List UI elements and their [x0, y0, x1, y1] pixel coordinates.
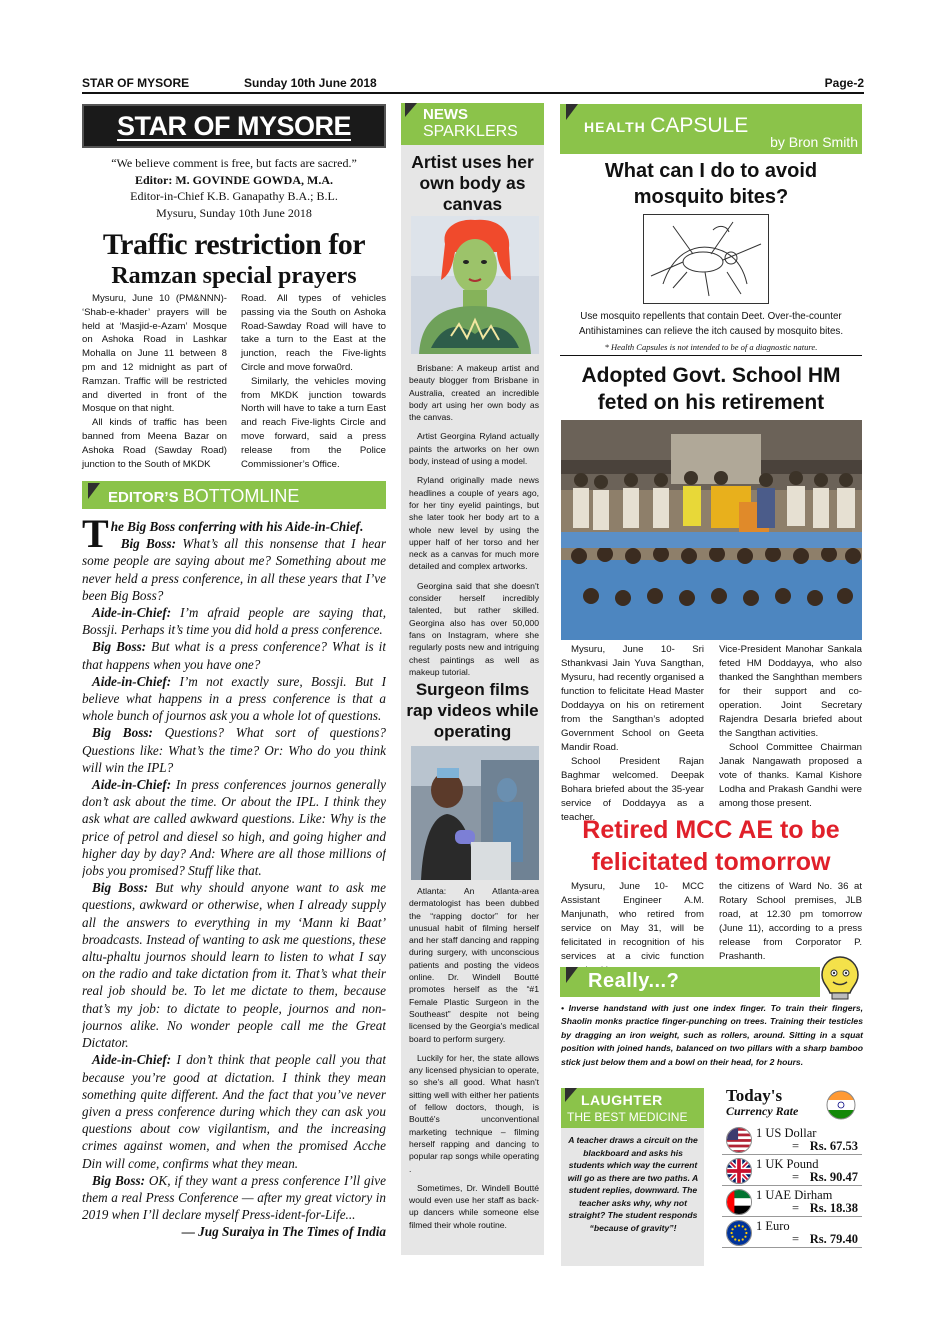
health-disclaimer: * Health Capsules is not intended to be of a diagnostic nature.: [604, 342, 818, 352]
currency-value: Rs. 18.38: [809, 1201, 858, 1215]
really-bar: [560, 967, 820, 997]
india-flag-icon: [826, 1090, 856, 1120]
header-page-number: Page-2: [824, 76, 864, 90]
currency-equals: =: [792, 1232, 800, 1246]
hm-para: Vice-President Manohar Sankala feted HM Doddayya, who also thanked the Sanghthan members for their support and co-operation. Joint Secretary Rajendra Desarla briefed about the Sangthan activities.: [719, 644, 862, 739]
dialogue-para: Big Boss: What’s all this nonsense that I hear some people are saying about me? Something about me never held a press conference, in all these years that I’ve been Big Boss?: [82, 536, 386, 603]
hm-group-photo: [561, 420, 862, 640]
masthead-motto: “We believe comment is free, but facts are sacred.”: [111, 156, 357, 170]
mcc-para: the citizens of Ward No. 36 at Rotary School premises, JLB road, at 12.30 pm tomorrow (June 11), according to a press release from Corporator P. Prashanth.: [719, 881, 862, 962]
masthead-editor: Editor: M. GOVINDE GOWDA, M.A.: [135, 172, 333, 187]
health-author: by Bron Smith: [770, 134, 858, 150]
artist-story: [409, 362, 539, 685]
divider: [560, 355, 862, 356]
surgeon-para: Luckily for her, the state allows any licensed physician to operate, so she's all good. What hasn't sitting well with either her patients of fellow doctors, though, is Boutté's unconventional marketing technique – filming herself rapping and dancing to popular rap songs while operating .: [409, 1052, 539, 1174]
dialogue-para: Aide-in-Chief: I don’t think that people call you that because you’re good at dictation. I think they mean something quite different. And the fact that you’ve never given a press conference during which they can ask you questions about cow vigilantism, and the increasing crimes against women, and when the promised Acche Din will come, confirms what they mean.: [82, 1052, 386, 1171]
dialogue-para: Big Boss: But what is a press conference? What is it that happens when you have one?: [82, 639, 386, 672]
hm-col2: [719, 643, 862, 811]
tab-notch-icon: [88, 483, 100, 499]
really-text: • Inverse handstand with just one index finger. To train their fingers, Shaolin monks practice finger-punching on trees. Training their testicles by dragging an iron weight, such as rollers, around. Sitting in a squat position with joined hands, balanced on two pillars with a sharp bamboo stick just below them and a bowl on their head, for 2 hours.: [561, 1003, 864, 1067]
currency-row: [722, 1156, 862, 1186]
laughter-bar: [561, 1088, 704, 1128]
surgeon-para: Sometimes, Dr. Windell Boutté would even use her staff as back-up dancers while someone else filmed their whole routine.: [409, 1182, 539, 1230]
artist-para: Georgina said that she doesn't consider herself incredibly talented, but rather skilled. Georgina also has over 50,000 fans on Instagram, where she regularly posts new and intriguing chest paintings as well as makeup tutorial.: [409, 580, 539, 677]
traffic-headline-line2: Ramzan special prayers: [111, 263, 357, 289]
currency-equals: =: [792, 1201, 800, 1215]
currency-equals: =: [792, 1170, 800, 1184]
currency-title: Today's: [726, 1086, 783, 1105]
traffic-col1: [82, 292, 227, 471]
traffic-para: Similarly, the vehicles moving from MKDK junction towards North will have to take a turn East and reach Five-lights Circle and move forward, said a press release from the Police Commissioner’s Office.: [241, 375, 386, 470]
mcc-headline: Retired MCC AE to be felicitated tomorrow: [582, 816, 840, 876]
uae-flag-icon: [726, 1189, 752, 1215]
editors-bottomline-text: [82, 518, 386, 1263]
health-question: What can I do to avoid mosquito bites?: [604, 160, 818, 208]
currency-header: [722, 1086, 862, 1124]
masthead-info: [82, 155, 386, 221]
artist-para: Artist Georgina Ryland actually paints the artworks on her own body, instead of using a model.: [409, 431, 539, 467]
currency-name: 1 UK Pound: [756, 1157, 819, 1171]
dialogue-para: Aide-in-Chief: I’m not exactly sure, Bossji. But I believe what happens in a press conference is that a whole bunch of journos ask you a whole lot of questions.: [82, 673, 386, 724]
news-sparklers-bar: [401, 103, 544, 145]
artist-para: Brisbane: A makeup artist and beauty blogger from Brisbane in Australia, created an incredible body art using her own body as the canvas.: [409, 363, 539, 423]
currency-value: Rs. 79.40: [809, 1232, 858, 1246]
currency-row: [722, 1125, 862, 1155]
traffic-headline: [82, 228, 386, 291]
masthead-dateline: Mysuru, Sunday 10th June 2018: [156, 205, 312, 220]
tab-notch-icon: [405, 103, 417, 117]
editor-byline: — Jug Suraiya in The Times of India: [181, 1224, 386, 1240]
editors-bottomline-title: EDITOR’S BOTTOMLINE: [108, 486, 300, 506]
editors-bottomline-bar: [82, 481, 386, 509]
currency-value: Rs. 90.47: [809, 1170, 858, 1184]
dropcap: T: [82, 518, 109, 556]
uk-flag-icon: [726, 1158, 752, 1184]
traffic-para: Mysuru, June 10 (PM&NNN)- ‘Shab-e-khader’ prayers will be held at ‘Masjid-e-Azam’ Mosque on Ashoka Road in Lashkar Mohalla on June 11 between 8 pm and 12 midnight as part of Ramzan. Traffic will be restricted and diverted in front of the Mosque on that night.: [82, 293, 227, 415]
currency-name: 1 Euro: [756, 1219, 790, 1233]
health-capsule-title: HEALTH CAPSULE: [584, 114, 749, 137]
traffic-col2: [241, 292, 386, 471]
currency-name: 1 UAE Dirham: [756, 1188, 833, 1202]
tab-notch-icon: [566, 967, 578, 983]
traffic-para: All kinds of traffic has been banned from Meena Bazar on Ashoka Road (Sawday Road) junction to the South of MKDK: [82, 417, 227, 470]
hm-headline: Adopted Govt. School HM feted on his retirement: [581, 364, 841, 414]
masthead-chief: Editor-in-Chief K.B. Ganapathy B.A.; B.L.: [130, 189, 338, 203]
mcc-col2: [719, 880, 862, 964]
hm-col1: [561, 643, 704, 825]
masthead-banner: [82, 104, 386, 148]
hm-para: School President Rajan Baghmar welcomed. Deepak Bohara briefed about the 35-year service of Doddayya as a teacher.: [561, 756, 704, 823]
dialogue-para: Big Boss: Questions? What sort of questions? Questions like: What’s the time? Or: Who do you think will win the IPL?: [82, 725, 386, 775]
editor-intro: he Big Boss conferring with his Aide-in-Chief.: [110, 519, 364, 534]
tab-notch-icon: [565, 1088, 577, 1102]
currency-subtitle: Currency Rate: [726, 1104, 799, 1118]
dialogue-para: Aide-in-Chief: In press conferences journos generally don’t ask about the time. Or about the IPL. I think they ask what are called awkward questions. Like: Why is the price of petrol and diesel so high, and going higher and higher day by day? And: Where are all those millions of jobs you promised? Stuff like that.: [82, 777, 386, 879]
hm-para: School Committee Chairman Janak Nangawath proposed a vote of thanks. Kamal Kishore Lodha and Prakash Gandhi were among those present.: [719, 742, 862, 809]
health-answer: Use mosquito repellents that contain Deet. Over-the-counter Antihistamines can relieve the itch caused by mosquito bites.: [578, 311, 844, 337]
dialogue-para: Aide-in-Chief: I’m afraid people are saying that, Bossji. Perhaps it’s time you did hold a press conference.: [82, 605, 386, 638]
artist-para: Ryland originally made news headlines a couple of years ago, for her tiny eyelid paintings, but she later took her body art to a whole new level by using the upper half of her torso and her neck as a canvas for much more detailed and complex artworks.: [409, 475, 539, 572]
hm-para: Mysuru, June 10- Sri Sthankvasi Jain Yuva Sangthan, Mysuru, had recently organised a function to felicitate Head Master Doddayya on his on retirement from the Sangthan’s adopted Government School on Geeta Mandir Road.: [561, 644, 704, 753]
currency-row: [722, 1187, 862, 1217]
currency-row: [722, 1218, 862, 1248]
laughter-tag2: THE BEST MEDICINE: [567, 1110, 688, 1124]
dialogue-para: Big Boss: But why should anyone want to ask me questions, awkward or otherwise, when I already supply all the answers to everything in my ‘Mann ki Baat’ broadcasts. Instead of wanting to ask me questions, these altu-phaltu journos should learn to listen to what I say on the radio and take dictation from it. That’s what their real job should be. To let me dictate to them, because that’s my job: to dictate to people, journos and non-journos alike. No wonder people call me the Great Dictator.: [82, 880, 386, 1051]
currency-value: Rs. 67.53: [809, 1139, 858, 1153]
mcc-para: Mysuru, June 10- MCC Assistant Engineer A.M. Manjunath, who retired from service on May 31, will be felicitated in recognition of his services at a civic function: [561, 881, 704, 962]
health-capsule-bar: [560, 104, 862, 154]
laughter-tag1: LAUGHTER: [581, 1092, 663, 1108]
surgeon-story: [409, 885, 539, 1238]
traffic-para: Road. All types of vehicles passing via the South on Ashoka Road-Sawday Road will have to take a turn to the East at the junction, reach the Five-lights Circle and move forwa0rd.: [241, 293, 386, 373]
lightbulb-icon: [818, 955, 862, 1001]
currency-equals: =: [792, 1139, 800, 1153]
bullet-icon: •: [561, 1003, 569, 1013]
surgeon-photo: [411, 746, 539, 880]
artist-photo: [411, 216, 539, 354]
traffic-headline-line1: Traffic restriction for: [102, 228, 366, 261]
us-flag-icon: [726, 1127, 752, 1153]
mosquito-illustration: [643, 214, 769, 304]
header-date: Sunday 10th June 2018: [244, 76, 377, 90]
news-sparklers-tag2: SPARKLERS: [423, 123, 518, 140]
tab-notch-icon: [566, 104, 578, 120]
laughter-joke: A teacher draws a circuit on the blackboard and asks his students which way the current will go as there are two paths. A student replies, downward. The teacher asks why, why not straight? The student responds “because of gravity”!: [567, 1135, 699, 1233]
surgeon-headline: Surgeon films rap videos while operating: [406, 680, 539, 741]
header-paper-name: STAR OF MYSORE: [82, 76, 190, 90]
artist-headline: Artist uses her own body as canvas: [411, 152, 534, 214]
really-title: Really...?: [588, 970, 680, 992]
masthead-title: STAR OF MYSORE: [116, 111, 351, 141]
currency-name: 1 US Dollar: [756, 1126, 817, 1140]
surgeon-para: Atlanta: An Atlanta-area dermatologist has been dubbed the “rapping doctor” for her unusual habit of filming herself and her staff dancing and rapping during surgery, with unconscious patients and posting the videos online. Dr. Windell Boutté promotes herself as the “#1 Female Plastic Surgeon in the Southeast” despite not being licensed by the Georgia's medical board to perform surgery.: [409, 886, 539, 1044]
eu-flag-icon: [726, 1220, 752, 1246]
news-sparklers-tag1: NEWS: [423, 106, 468, 123]
mcc-col1: [561, 880, 704, 978]
dialogue-para: Big Boss: OK, if they want a press conference I’ll give them a real Press Conference — after my great victory in 2019 when I’ll declare myself Press-ident-for-Life...: [82, 1172, 386, 1223]
page-header: [82, 74, 864, 94]
